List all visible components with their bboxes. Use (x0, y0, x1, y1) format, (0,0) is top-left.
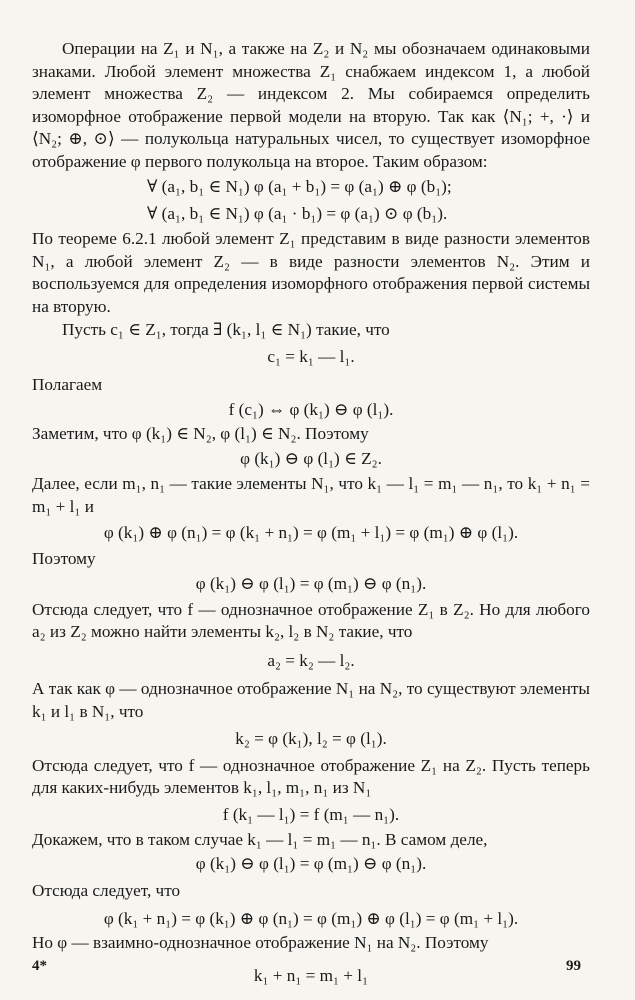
equation-product: ∀ (a₁, b₁ ∈ N₁) φ (a₁ · b₁) = φ (a₁) ⊙ φ (b₁). (147, 203, 448, 223)
equation-sum: ∀ (a₁, b₁ ∈ N₁) φ (a₁ + b₁) = φ (a₁) ⊕ φ (b₁); (147, 177, 452, 196)
paragraph-theorem: По теореме 6.2.1 любой элемент Z₁ представим в виде разности элементов N₁, а любой элемент Z₂ — в виде разности элементов N₂. Этим и воспользуемся для определения изоморфного отображения первой системы на вторую. (32, 229, 590, 316)
paragraph-operations: Операции на Z₁ и N₁, а также на Z₂ и N₂ мы обозначаем одинаковыми знаками. Любой элемент множества Z₁ снабжаем индексом 1, а любой элемент множества Z₂ — индексом 2. Мы собираемся определить изоморфное отображение первой модели на вторую. Так как ⟨N₁; +, ·⟩ и ⟨N₂; ⊕, ⊙⟩ — полукольца натуральных чисел, то существует изоморфное отображение φ первого полукольца на второе. Таким образом: (32, 39, 590, 171)
paragraph-therefore: Поэтому (32, 548, 96, 568)
equation-phi-diff: φ (k₁) ⊖ φ (l₁) = φ (m₁) ⊖ φ (n₁). (195, 574, 427, 593)
equation-in-z2: φ (k₁) ⊖ φ (l₁) ∈ Z₂. (240, 448, 382, 468)
equation-phi-sum: φ (k₁) ⊕ φ (n₁) = φ (k₁ + n₁) = φ (m₁ + l₁) = φ (m₁) ⊕ φ (l₁). (103, 523, 519, 542)
paragraph-assume: Полагаем (32, 375, 103, 394)
equation-k2-l2: k₂ = φ (k₁), l₂ = φ (l₁). (235, 729, 387, 748)
equation-f-equal: f (k₁ — l₁) = f (m₁ — n₁). (222, 804, 400, 824)
paragraph-note: Заметим, что φ (k₁) ∈ N₂, φ (l₁) ∈ N₂. Поэтому (32, 424, 369, 443)
paragraph-since-phi: А так как φ — однозначное отображение N₁ на N₂, то существуют элементы k₁ и l₁ в N₁, что (32, 679, 590, 721)
equation-phi-diff-2: φ (k₁) ⊖ φ (l₁) = φ (m₁) ⊖ φ (n₁). (195, 853, 427, 873)
paragraph-hence-onto: Отсюда следует, что f — однозначное отображение Z₁ на Z₂. Пусть теперь для каких-нибудь элементов k₁, l₁, m₁, n₁ из N₁ (32, 755, 590, 797)
equation-f-def: f (c₁) ⇔ φ (k₁) ⊖ φ (l₁). (228, 399, 394, 419)
paragraph-prove: Докажем, что в таком случае k₁ — l₁ = m₁ — n₁. В самом деле, (32, 830, 488, 849)
equation-c1: c₁ = k₁ — l₁. (267, 346, 355, 366)
signature-mark: 4* (32, 958, 47, 974)
text-block (32, 38, 590, 987)
paragraph-hence: Отсюда следует, что (32, 881, 181, 900)
equation-a2: a₂ = k₂ — l₂. (267, 650, 355, 670)
paragraph-bijection: Но φ — взаимно-однозначное отображение N₁ на N₂. Поэтому (32, 933, 489, 952)
paragraph-let: Пусть c₁ ∈ Z₁, тогда ∃ (k₁, l₁ ∈ N₁) такие, что (62, 320, 390, 339)
paragraph-further: Далее, если m₁, n₁ — такие элементы N₁, что k₁ — l₁ = m₁ — n₁, то k₁ + n₁ = m₁ + l₁ и (32, 474, 590, 516)
paragraph-hence-into: Отсюда следует, что f — однозначное отображение Z₁ в Z₂. Но для любого a₂ из Z₂ можно найти элементы k₂, l₂ в N₂ такие, что (32, 599, 590, 641)
equation-phi-chain: φ (k₁ + n₁) = φ (k₁) ⊕ φ (n₁) = φ (m₁) ⊕ φ (l₁) = φ (m₁ + l₁). (103, 908, 519, 928)
equation-final: k₁ + n₁ = m₁ + l₁ (253, 965, 369, 985)
page-number: 99 (566, 958, 581, 974)
